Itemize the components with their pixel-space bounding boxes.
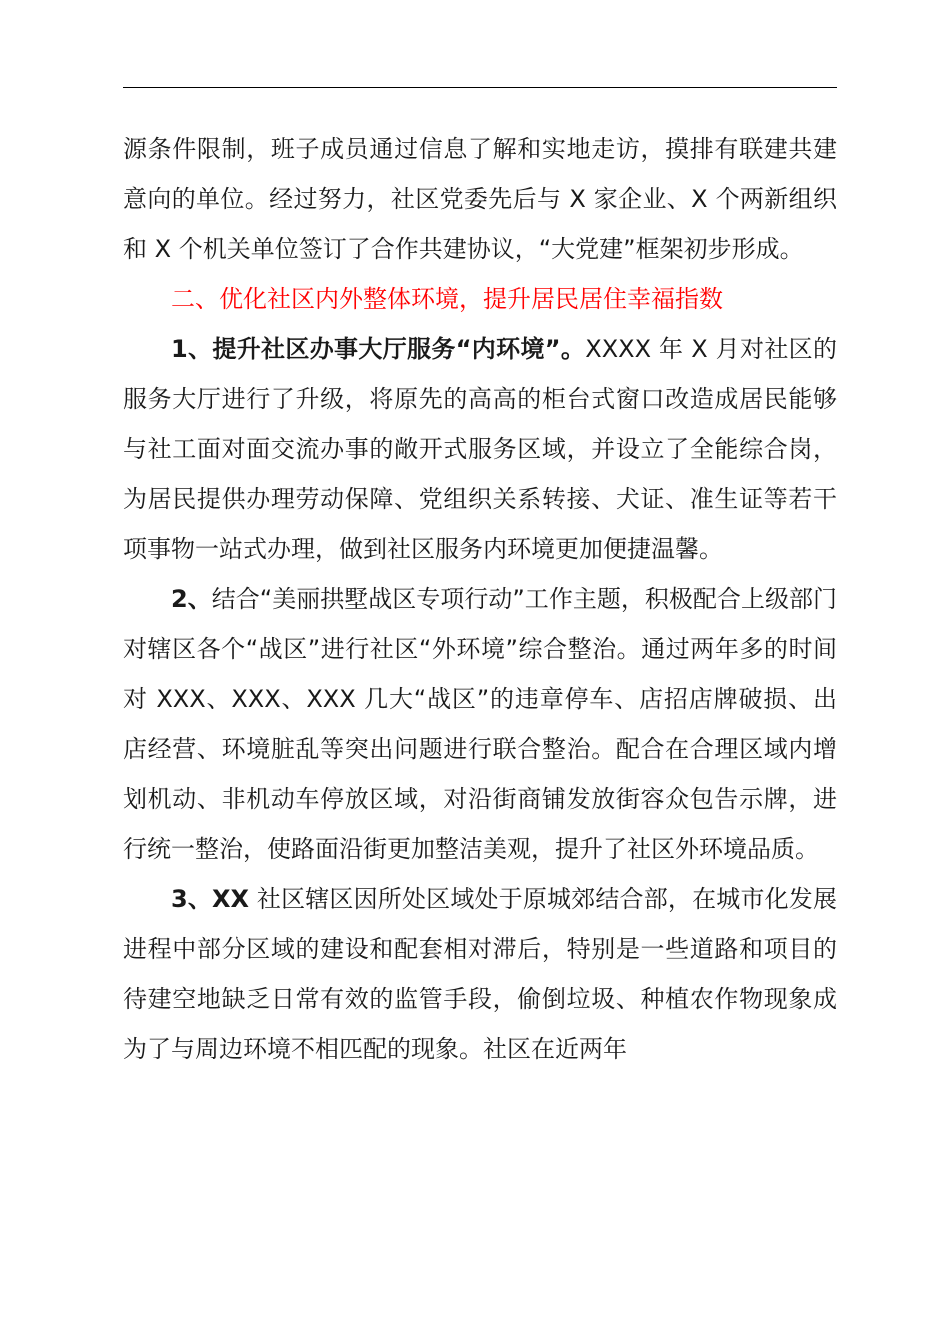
item-paragraph-3	[123, 874, 837, 1074]
item-lead-1: 1、提升社区办事大厅服务“内环境”。	[171, 335, 586, 363]
header-rule	[123, 87, 837, 88]
paragraph-continuation	[123, 124, 837, 274]
section-heading-text: 二、优化社区内外整体环境，提升居民居住幸福指数	[171, 285, 723, 313]
item-lead-2: 2、	[171, 585, 212, 613]
item-text-3: 社区辖区因所处区域处于原城郊结合部，在城市化发展进程中部分区域的建设和配套相对滞后，特别是一些道路和项目的待建空地缺乏日常有效的监管手段，偷倒垃圾、种植农作物现象成为了与周边环境不相匹配的现象。社区在近两年	[123, 885, 837, 1063]
item-paragraph-1	[123, 324, 837, 574]
item-lead-3: 3、XX	[171, 885, 250, 913]
document-body	[123, 124, 837, 1074]
section-heading	[123, 274, 837, 324]
item-text-1: XXXX 年 X 月对社区的服务大厅进行了升级，将原先的高高的柜台式窗口改造成居民能够与社工面对面交流办事的敞开式服务区域，并设立了全能综合岗，为居民提供办理劳动保障、党组织关系转接、犬证、准生证等若干项事物一站式办理，做到社区服务内环境更加便捷温馨。	[123, 335, 838, 563]
item-text-2: 结合“美丽拱墅战区专项行动”工作主题，积极配合上级部门对辖区各个“战区”进行社区“外环境”综合整治。通过两年多的时间对 XXX、XXX、XXX 几大“战区”的违章停车、店招店牌破损、出店经营、环境脏乱等突出问题进行联合整治。配合在合理区域内增划机动、非机动车停放区域，对沿街商铺发放街容众包告示牌，进行统一整治，使路面沿街更加整洁美观，提升了社区外环境品质。	[123, 585, 837, 863]
paragraph-text: 源条件限制，班子成员通过信息了解和实地走访，摸排有联建共建意向的单位。经过努力，社区党委先后与 X 家企业、X 个两新组织和 X 个机关单位签订了合作共建协议，“大党建”框架初步形成。	[123, 135, 837, 263]
item-paragraph-2	[123, 574, 837, 874]
